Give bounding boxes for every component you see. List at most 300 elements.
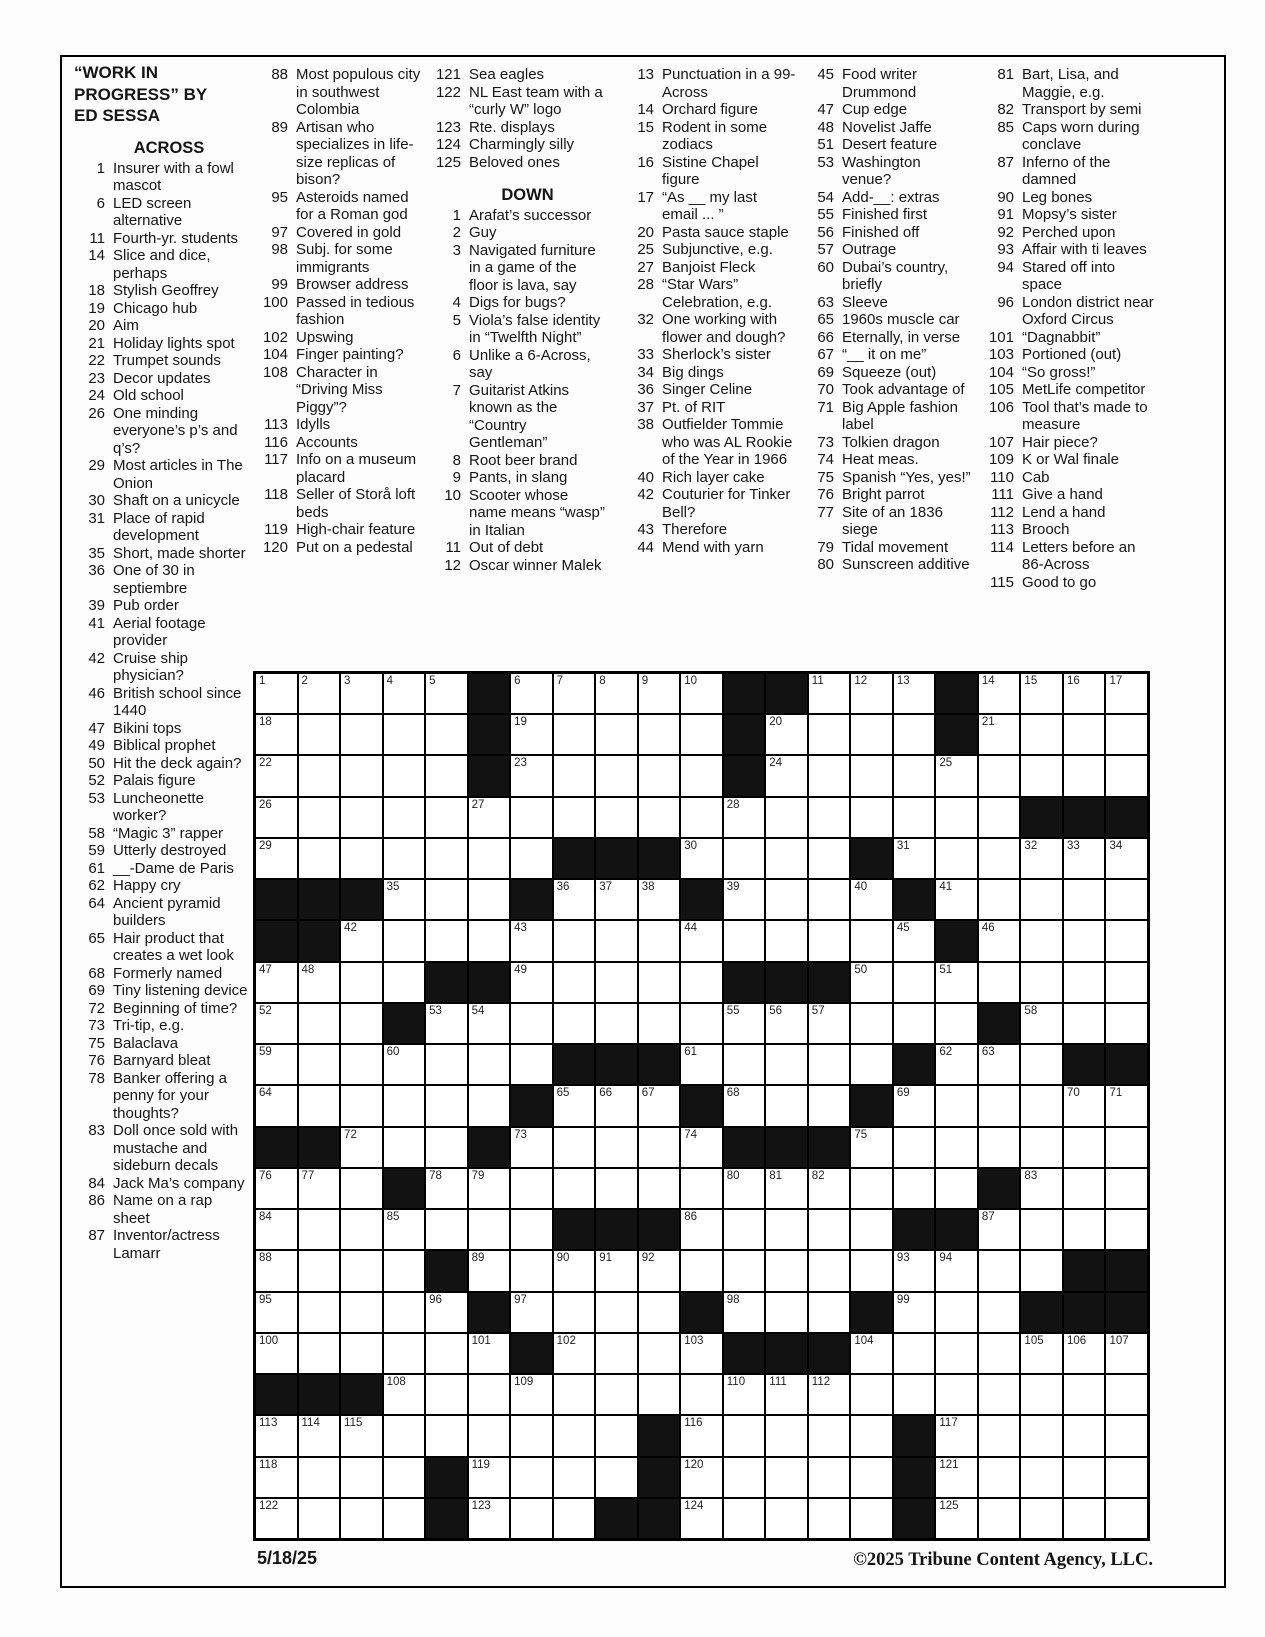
grid-cell[interactable] xyxy=(299,1169,340,1208)
grid-cell[interactable] xyxy=(979,756,1020,795)
grid-cell[interactable] xyxy=(256,798,297,837)
grid-cell[interactable] xyxy=(1021,715,1062,754)
grid-cell[interactable] xyxy=(681,1004,722,1043)
grid-cell[interactable] xyxy=(724,1086,765,1125)
grid-cell[interactable] xyxy=(681,1499,722,1538)
grid-cell[interactable] xyxy=(256,1293,297,1332)
grid-cell[interactable] xyxy=(426,839,467,878)
grid-cell[interactable] xyxy=(1021,1004,1062,1043)
grid-cell[interactable] xyxy=(809,798,850,837)
grid-cell[interactable] xyxy=(554,1293,595,1332)
grid-cell[interactable] xyxy=(469,1334,510,1373)
grid-cell[interactable] xyxy=(1106,1499,1147,1538)
grid-cell[interactable] xyxy=(936,1004,977,1043)
grid-cell[interactable] xyxy=(724,1210,765,1249)
grid-cell[interactable] xyxy=(639,880,680,919)
grid-cell[interactable] xyxy=(1064,1169,1105,1208)
grid-cell[interactable] xyxy=(511,1251,552,1290)
grid-cell[interactable] xyxy=(426,921,467,960)
grid-cell[interactable] xyxy=(1106,756,1147,795)
grid-cell[interactable] xyxy=(724,1375,765,1414)
grid-cell[interactable] xyxy=(809,1375,850,1414)
grid-cell[interactable] xyxy=(299,1004,340,1043)
grid-cell[interactable] xyxy=(681,1210,722,1249)
grid-cell[interactable] xyxy=(766,921,807,960)
grid-cell[interactable] xyxy=(426,880,467,919)
grid-cell[interactable] xyxy=(469,1458,510,1497)
grid-cell[interactable] xyxy=(341,756,382,795)
grid-cell[interactable] xyxy=(554,921,595,960)
grid-cell[interactable] xyxy=(936,1499,977,1538)
grid-cell[interactable] xyxy=(894,756,935,795)
grid-cell[interactable] xyxy=(894,1086,935,1125)
grid-cell[interactable] xyxy=(554,1086,595,1125)
grid-cell[interactable] xyxy=(256,674,297,713)
grid-cell[interactable] xyxy=(894,1375,935,1414)
grid-cell[interactable] xyxy=(469,880,510,919)
grid-cell[interactable] xyxy=(511,798,552,837)
grid-cell[interactable] xyxy=(851,1416,892,1455)
grid-cell[interactable] xyxy=(766,756,807,795)
grid-cell[interactable] xyxy=(1064,1128,1105,1167)
grid-cell[interactable] xyxy=(256,963,297,1002)
grid-cell[interactable] xyxy=(341,1169,382,1208)
grid-cell[interactable] xyxy=(341,921,382,960)
grid-cell[interactable] xyxy=(809,1169,850,1208)
grid-cell[interactable] xyxy=(851,674,892,713)
grid-cell[interactable] xyxy=(511,921,552,960)
grid-cell[interactable] xyxy=(1106,1375,1147,1414)
grid-cell[interactable] xyxy=(511,756,552,795)
grid-cell[interactable] xyxy=(384,1499,425,1538)
grid-cell[interactable] xyxy=(639,1004,680,1043)
grid-cell[interactable] xyxy=(766,1499,807,1538)
grid-cell[interactable] xyxy=(851,1375,892,1414)
grid-cell[interactable] xyxy=(596,963,637,1002)
grid-cell[interactable] xyxy=(1021,1210,1062,1249)
grid-cell[interactable] xyxy=(809,1251,850,1290)
grid-cell[interactable] xyxy=(809,674,850,713)
grid-cell[interactable] xyxy=(851,1334,892,1373)
grid-cell[interactable] xyxy=(1106,1004,1147,1043)
grid-cell[interactable] xyxy=(851,1251,892,1290)
grid-cell[interactable] xyxy=(724,880,765,919)
grid-cell[interactable] xyxy=(936,880,977,919)
grid-cell[interactable] xyxy=(596,880,637,919)
grid-cell[interactable] xyxy=(299,756,340,795)
grid-cell[interactable] xyxy=(1064,1375,1105,1414)
grid-cell[interactable] xyxy=(426,674,467,713)
grid-cell[interactable] xyxy=(894,798,935,837)
grid-cell[interactable] xyxy=(639,798,680,837)
grid-cell[interactable] xyxy=(596,798,637,837)
grid-cell[interactable] xyxy=(511,1416,552,1455)
grid-cell[interactable] xyxy=(681,1416,722,1455)
grid-cell[interactable] xyxy=(511,1458,552,1497)
grid-cell[interactable] xyxy=(1021,1499,1062,1538)
grid-cell[interactable] xyxy=(426,1169,467,1208)
grid-cell[interactable] xyxy=(596,1086,637,1125)
grid-cell[interactable] xyxy=(1106,1169,1147,1208)
grid-cell[interactable] xyxy=(681,798,722,837)
grid-cell[interactable] xyxy=(299,674,340,713)
grid-cell[interactable] xyxy=(936,839,977,878)
grid-cell[interactable] xyxy=(469,1251,510,1290)
grid-cell[interactable] xyxy=(256,1086,297,1125)
grid-cell[interactable] xyxy=(851,880,892,919)
grid-cell[interactable] xyxy=(1064,1499,1105,1538)
grid-cell[interactable] xyxy=(426,1210,467,1249)
grid-cell[interactable] xyxy=(851,1210,892,1249)
grid-cell[interactable] xyxy=(469,1045,510,1084)
grid-cell[interactable] xyxy=(639,921,680,960)
grid-cell[interactable] xyxy=(426,1004,467,1043)
grid-cell[interactable] xyxy=(511,674,552,713)
grid-cell[interactable] xyxy=(936,1251,977,1290)
grid-cell[interactable] xyxy=(256,1334,297,1373)
grid-cell[interactable] xyxy=(554,1128,595,1167)
grid-cell[interactable] xyxy=(851,1169,892,1208)
grid-cell[interactable] xyxy=(511,1004,552,1043)
grid-cell[interactable] xyxy=(979,1210,1020,1249)
grid-cell[interactable] xyxy=(554,1334,595,1373)
grid-cell[interactable] xyxy=(469,1416,510,1455)
grid-cell[interactable] xyxy=(511,1128,552,1167)
grid-cell[interactable] xyxy=(341,1128,382,1167)
grid-cell[interactable] xyxy=(681,1334,722,1373)
grid-cell[interactable] xyxy=(979,1128,1020,1167)
grid-cell[interactable] xyxy=(1064,674,1105,713)
grid-cell[interactable] xyxy=(384,1458,425,1497)
grid-cell[interactable] xyxy=(724,839,765,878)
grid-cell[interactable] xyxy=(851,715,892,754)
grid-cell[interactable] xyxy=(894,1251,935,1290)
grid-cell[interactable] xyxy=(979,1045,1020,1084)
grid-cell[interactable] xyxy=(341,1045,382,1084)
grid-cell[interactable] xyxy=(979,1375,1020,1414)
grid-cell[interactable] xyxy=(426,1416,467,1455)
grid-cell[interactable] xyxy=(511,1293,552,1332)
grid-cell[interactable] xyxy=(1021,1086,1062,1125)
grid-cell[interactable] xyxy=(809,1458,850,1497)
grid-cell[interactable] xyxy=(1021,921,1062,960)
grid-cell[interactable] xyxy=(596,921,637,960)
grid-cell[interactable] xyxy=(511,839,552,878)
grid-cell[interactable] xyxy=(1064,921,1105,960)
grid-cell[interactable] xyxy=(511,1169,552,1208)
grid-cell[interactable] xyxy=(511,963,552,1002)
grid-cell[interactable] xyxy=(766,1458,807,1497)
grid-cell[interactable] xyxy=(936,1169,977,1208)
grid-cell[interactable] xyxy=(1106,963,1147,1002)
grid-cell[interactable] xyxy=(554,1375,595,1414)
grid-cell[interactable] xyxy=(341,1004,382,1043)
grid-cell[interactable] xyxy=(299,839,340,878)
grid-cell[interactable] xyxy=(681,921,722,960)
grid-cell[interactable] xyxy=(639,1334,680,1373)
grid-cell[interactable] xyxy=(554,1251,595,1290)
grid-cell[interactable] xyxy=(469,921,510,960)
grid-cell[interactable] xyxy=(766,1251,807,1290)
grid-cell[interactable] xyxy=(596,1004,637,1043)
grid-cell[interactable] xyxy=(936,798,977,837)
grid-cell[interactable] xyxy=(851,963,892,1002)
grid-cell[interactable] xyxy=(809,1004,850,1043)
grid-cell[interactable] xyxy=(554,715,595,754)
grid-cell[interactable] xyxy=(766,1086,807,1125)
grid-cell[interactable] xyxy=(1021,1128,1062,1167)
grid-cell[interactable] xyxy=(979,674,1020,713)
grid-cell[interactable] xyxy=(469,1086,510,1125)
grid-cell[interactable] xyxy=(639,1293,680,1332)
grid-cell[interactable] xyxy=(979,963,1020,1002)
grid-cell[interactable] xyxy=(341,798,382,837)
grid-cell[interactable] xyxy=(256,1416,297,1455)
grid-cell[interactable] xyxy=(724,1045,765,1084)
grid-cell[interactable] xyxy=(639,1128,680,1167)
grid-cell[interactable] xyxy=(681,1251,722,1290)
grid-cell[interactable] xyxy=(809,921,850,960)
grid-cell[interactable] xyxy=(894,674,935,713)
grid-cell[interactable] xyxy=(469,839,510,878)
grid-cell[interactable] xyxy=(809,1499,850,1538)
grid-cell[interactable] xyxy=(384,674,425,713)
grid-cell[interactable] xyxy=(1021,1251,1062,1290)
grid-cell[interactable] xyxy=(596,674,637,713)
grid-cell[interactable] xyxy=(894,1169,935,1208)
grid-cell[interactable] xyxy=(469,1210,510,1249)
grid-cell[interactable] xyxy=(681,1458,722,1497)
grid-cell[interactable] xyxy=(1021,756,1062,795)
grid-cell[interactable] xyxy=(299,1045,340,1084)
grid-cell[interactable] xyxy=(1021,1334,1062,1373)
grid-cell[interactable] xyxy=(426,715,467,754)
grid-cell[interactable] xyxy=(1106,1128,1147,1167)
grid-cell[interactable] xyxy=(299,1251,340,1290)
grid-cell[interactable] xyxy=(766,880,807,919)
grid-cell[interactable] xyxy=(936,1086,977,1125)
grid-cell[interactable] xyxy=(894,715,935,754)
grid-cell[interactable] xyxy=(1064,1416,1105,1455)
grid-cell[interactable] xyxy=(1064,1458,1105,1497)
grid-cell[interactable] xyxy=(384,715,425,754)
grid-cell[interactable] xyxy=(681,674,722,713)
grid-cell[interactable] xyxy=(299,1499,340,1538)
grid-cell[interactable] xyxy=(809,1210,850,1249)
grid-cell[interactable] xyxy=(469,1375,510,1414)
grid-cell[interactable] xyxy=(639,963,680,1002)
grid-cell[interactable] xyxy=(384,1293,425,1332)
grid-cell[interactable] xyxy=(894,1293,935,1332)
grid-cell[interactable] xyxy=(1021,1045,1062,1084)
grid-cell[interactable] xyxy=(851,798,892,837)
grid-cell[interactable] xyxy=(1021,1416,1062,1455)
grid-cell[interactable] xyxy=(681,1169,722,1208)
grid-cell[interactable] xyxy=(299,798,340,837)
grid-cell[interactable] xyxy=(596,1334,637,1373)
grid-cell[interactable] xyxy=(554,798,595,837)
grid-cell[interactable] xyxy=(384,1334,425,1373)
grid-cell[interactable] xyxy=(894,921,935,960)
grid-cell[interactable] xyxy=(766,715,807,754)
grid-cell[interactable] xyxy=(681,1375,722,1414)
grid-cell[interactable] xyxy=(341,1293,382,1332)
grid-cell[interactable] xyxy=(979,798,1020,837)
grid-cell[interactable] xyxy=(681,1045,722,1084)
grid-cell[interactable] xyxy=(596,1416,637,1455)
grid-cell[interactable] xyxy=(979,921,1020,960)
grid-cell[interactable] xyxy=(724,1004,765,1043)
grid-cell[interactable] xyxy=(936,1375,977,1414)
grid-cell[interactable] xyxy=(979,1499,1020,1538)
grid-cell[interactable] xyxy=(596,1293,637,1332)
grid-cell[interactable] xyxy=(1106,715,1147,754)
grid-cell[interactable] xyxy=(724,1169,765,1208)
grid-cell[interactable] xyxy=(554,1499,595,1538)
grid-cell[interactable] xyxy=(341,1458,382,1497)
grid-cell[interactable] xyxy=(554,1004,595,1043)
grid-cell[interactable] xyxy=(1021,963,1062,1002)
grid-cell[interactable] xyxy=(681,756,722,795)
grid-cell[interactable] xyxy=(1064,1334,1105,1373)
grid-cell[interactable] xyxy=(851,921,892,960)
grid-cell[interactable] xyxy=(511,1045,552,1084)
grid-cell[interactable] xyxy=(681,1128,722,1167)
grid-cell[interactable] xyxy=(979,1458,1020,1497)
grid-cell[interactable] xyxy=(936,756,977,795)
grid-cell[interactable] xyxy=(1064,963,1105,1002)
grid-cell[interactable] xyxy=(766,1210,807,1249)
grid-cell[interactable] xyxy=(341,1499,382,1538)
grid-cell[interactable] xyxy=(936,1128,977,1167)
grid-cell[interactable] xyxy=(766,1045,807,1084)
grid-cell[interactable] xyxy=(469,1499,510,1538)
grid-cell[interactable] xyxy=(1064,1004,1105,1043)
grid-cell[interactable] xyxy=(681,963,722,1002)
grid-cell[interactable] xyxy=(426,1086,467,1125)
grid-cell[interactable] xyxy=(299,1458,340,1497)
grid-cell[interactable] xyxy=(554,674,595,713)
grid-cell[interactable] xyxy=(639,1251,680,1290)
grid-cell[interactable] xyxy=(851,1458,892,1497)
grid-cell[interactable] xyxy=(766,1293,807,1332)
grid-cell[interactable] xyxy=(724,1293,765,1332)
grid-cell[interactable] xyxy=(1106,1416,1147,1455)
grid-cell[interactable] xyxy=(1106,674,1147,713)
grid-cell[interactable] xyxy=(894,1334,935,1373)
grid-cell[interactable] xyxy=(596,1458,637,1497)
grid-cell[interactable] xyxy=(511,1375,552,1414)
grid-cell[interactable] xyxy=(299,1293,340,1332)
grid-cell[interactable] xyxy=(341,674,382,713)
grid-cell[interactable] xyxy=(639,674,680,713)
grid-cell[interactable] xyxy=(384,963,425,1002)
grid-cell[interactable] xyxy=(256,715,297,754)
grid-cell[interactable] xyxy=(384,1210,425,1249)
grid-cell[interactable] xyxy=(554,1458,595,1497)
grid-cell[interactable] xyxy=(554,880,595,919)
grid-cell[interactable] xyxy=(1064,1210,1105,1249)
grid-cell[interactable] xyxy=(681,839,722,878)
grid-cell[interactable] xyxy=(1106,1334,1147,1373)
grid-cell[interactable] xyxy=(299,1334,340,1373)
grid-cell[interactable] xyxy=(1064,715,1105,754)
grid-cell[interactable] xyxy=(384,1128,425,1167)
grid-cell[interactable] xyxy=(426,798,467,837)
grid-cell[interactable] xyxy=(894,1004,935,1043)
grid-cell[interactable] xyxy=(1106,1086,1147,1125)
grid-cell[interactable] xyxy=(1021,674,1062,713)
grid-cell[interactable] xyxy=(1064,1086,1105,1125)
grid-cell[interactable] xyxy=(809,756,850,795)
grid-cell[interactable] xyxy=(639,1375,680,1414)
grid-cell[interactable] xyxy=(639,756,680,795)
grid-cell[interactable] xyxy=(341,1251,382,1290)
grid-cell[interactable] xyxy=(979,1086,1020,1125)
grid-cell[interactable] xyxy=(851,1499,892,1538)
grid-cell[interactable] xyxy=(256,839,297,878)
grid-cell[interactable] xyxy=(341,1334,382,1373)
grid-cell[interactable] xyxy=(724,1416,765,1455)
grid-cell[interactable] xyxy=(724,1499,765,1538)
grid-cell[interactable] xyxy=(256,1251,297,1290)
grid-cell[interactable] xyxy=(256,1169,297,1208)
grid-cell[interactable] xyxy=(1064,756,1105,795)
grid-cell[interactable] xyxy=(639,1086,680,1125)
grid-cell[interactable] xyxy=(384,1375,425,1414)
grid-cell[interactable] xyxy=(809,839,850,878)
grid-cell[interactable] xyxy=(1021,839,1062,878)
grid-cell[interactable] xyxy=(766,1169,807,1208)
grid-cell[interactable] xyxy=(1106,1458,1147,1497)
grid-cell[interactable] xyxy=(936,963,977,1002)
grid-cell[interactable] xyxy=(469,1169,510,1208)
grid-cell[interactable] xyxy=(639,1169,680,1208)
grid-cell[interactable] xyxy=(809,1086,850,1125)
grid-cell[interactable] xyxy=(256,1210,297,1249)
grid-cell[interactable] xyxy=(596,1169,637,1208)
grid-cell[interactable] xyxy=(256,1004,297,1043)
grid-cell[interactable] xyxy=(936,1334,977,1373)
grid-cell[interactable] xyxy=(341,1416,382,1455)
grid-cell[interactable] xyxy=(341,1086,382,1125)
grid-cell[interactable] xyxy=(851,1004,892,1043)
grid-cell[interactable] xyxy=(299,1416,340,1455)
grid-cell[interactable] xyxy=(1106,839,1147,878)
grid-cell[interactable] xyxy=(469,1004,510,1043)
grid-cell[interactable] xyxy=(511,1499,552,1538)
grid-cell[interactable] xyxy=(1106,880,1147,919)
grid-cell[interactable] xyxy=(384,921,425,960)
grid-cell[interactable] xyxy=(596,756,637,795)
grid-cell[interactable] xyxy=(1106,1210,1147,1249)
grid-cell[interactable] xyxy=(724,1251,765,1290)
grid-cell[interactable] xyxy=(384,1045,425,1084)
grid-cell[interactable] xyxy=(979,715,1020,754)
grid-cell[interactable] xyxy=(341,715,382,754)
grid-cell[interactable] xyxy=(766,839,807,878)
grid-cell[interactable] xyxy=(511,1210,552,1249)
grid-cell[interactable] xyxy=(894,1128,935,1167)
grid-cell[interactable] xyxy=(1021,1458,1062,1497)
grid-cell[interactable] xyxy=(256,1458,297,1497)
grid-cell[interactable] xyxy=(809,1293,850,1332)
grid-cell[interactable] xyxy=(384,880,425,919)
grid-cell[interactable] xyxy=(724,1458,765,1497)
grid-cell[interactable] xyxy=(894,963,935,1002)
grid-cell[interactable] xyxy=(596,1128,637,1167)
grid-cell[interactable] xyxy=(681,715,722,754)
